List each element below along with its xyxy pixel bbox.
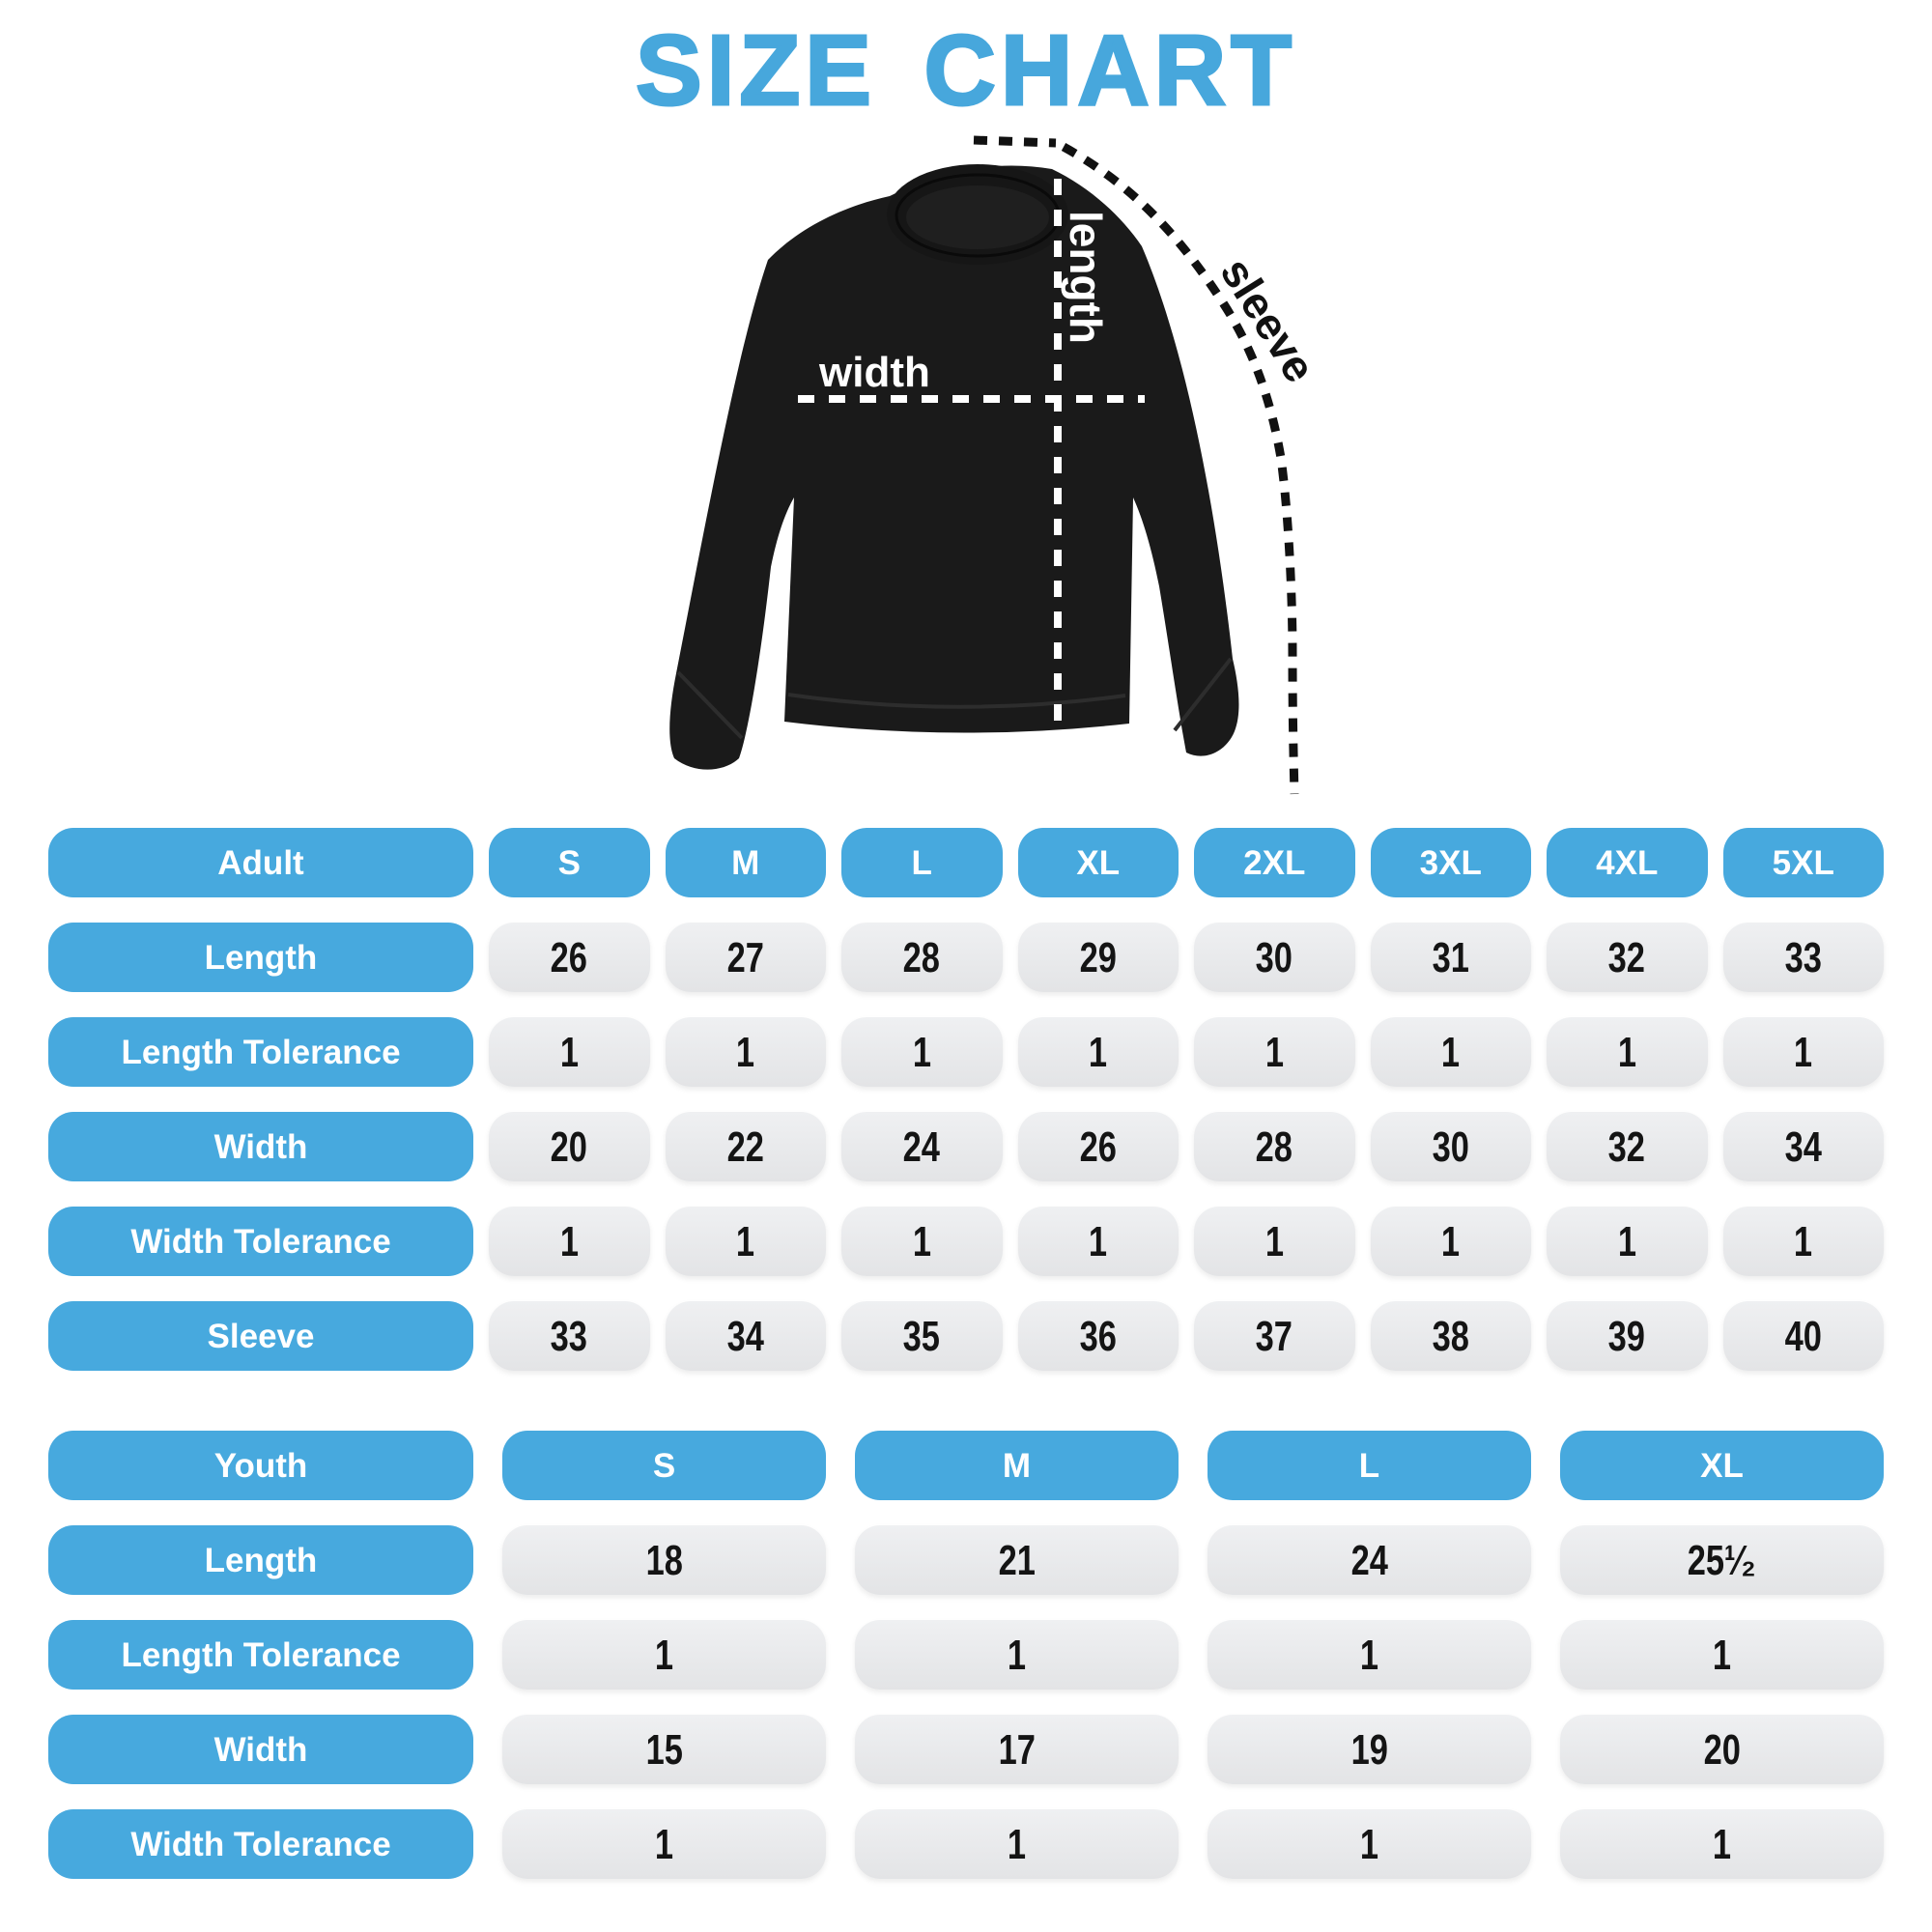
adult-row-label: Length Tolerance bbox=[48, 1017, 473, 1087]
cell-value: 33 bbox=[551, 1312, 588, 1359]
youth-row-label: Width Tolerance bbox=[48, 1809, 473, 1879]
cell-value: 1 bbox=[559, 1028, 579, 1075]
cell-value: 1 bbox=[1712, 1631, 1732, 1678]
adult-cell bbox=[1723, 1207, 1885, 1276]
adult-cell bbox=[1371, 1112, 1532, 1181]
youth-cell bbox=[855, 1525, 1179, 1595]
youth-row-label: Length bbox=[48, 1525, 473, 1595]
cell-value: 1 bbox=[1359, 1820, 1379, 1867]
youth-size-header-s: S bbox=[502, 1431, 826, 1500]
cell-value: 1 bbox=[1441, 1028, 1461, 1075]
adult-size-header-2xl: 2XL bbox=[1194, 828, 1355, 897]
cell-value: 1 bbox=[1617, 1217, 1636, 1264]
adult-cell bbox=[1547, 923, 1708, 992]
adult-cell bbox=[1371, 1301, 1532, 1371]
cell-value: 32 bbox=[1608, 933, 1646, 980]
adult-cell bbox=[1194, 1017, 1355, 1087]
cell-value: 1 bbox=[1617, 1028, 1636, 1075]
cell-value: 20 bbox=[1703, 1725, 1741, 1773]
adult-size-header-4xl: 4XL bbox=[1547, 828, 1708, 897]
youth-size-header-xl: XL bbox=[1560, 1431, 1884, 1500]
adult-cell bbox=[666, 1301, 827, 1371]
adult-table-title: Adult bbox=[48, 828, 473, 897]
sweatshirt-measurement-diagram bbox=[541, 108, 1352, 804]
cell-value: 1 bbox=[1007, 1631, 1027, 1678]
adult-cell bbox=[1018, 1207, 1179, 1276]
youth-cell bbox=[1208, 1715, 1531, 1784]
adult-size-header-xl: XL bbox=[1018, 828, 1179, 897]
cell-value: 28 bbox=[903, 933, 941, 980]
cell-value: 39 bbox=[1608, 1312, 1646, 1359]
adult-cell bbox=[841, 923, 1003, 992]
adult-cell bbox=[1018, 1017, 1179, 1087]
cell-value: 1 bbox=[1089, 1028, 1108, 1075]
cell-value: 35 bbox=[903, 1312, 941, 1359]
youth-cell bbox=[1208, 1620, 1531, 1690]
cell-value: 36 bbox=[1079, 1312, 1117, 1359]
adult-cell bbox=[489, 923, 650, 992]
cell-value: 29 bbox=[1079, 933, 1117, 980]
page-title: SIZE CHART bbox=[636, 14, 1296, 126]
cell-value: 28 bbox=[1256, 1122, 1293, 1170]
youth-cell bbox=[1560, 1715, 1884, 1784]
adult-row-label: Length bbox=[48, 923, 473, 992]
cell-value: 1 bbox=[736, 1028, 755, 1075]
cell-value: 37 bbox=[1256, 1312, 1293, 1359]
youth-cell bbox=[1560, 1809, 1884, 1879]
adult-cell bbox=[1723, 923, 1885, 992]
youth-cell bbox=[502, 1525, 826, 1595]
cell-value: 1 bbox=[1359, 1631, 1379, 1678]
adult-cell bbox=[1723, 1017, 1885, 1087]
adult-size-table bbox=[48, 828, 1884, 1371]
cell-value: 30 bbox=[1256, 933, 1293, 980]
adult-size-header-5xl: 5XL bbox=[1723, 828, 1885, 897]
adult-cell bbox=[1723, 1301, 1885, 1371]
adult-row-label: Sleeve bbox=[48, 1301, 473, 1371]
adult-cell bbox=[1194, 1207, 1355, 1276]
adult-cell bbox=[1194, 923, 1355, 992]
cell-value: 1 bbox=[654, 1820, 674, 1867]
adult-cell bbox=[489, 1301, 650, 1371]
cell-value: 1 bbox=[1441, 1217, 1461, 1264]
adult-cell bbox=[489, 1017, 650, 1087]
length-label: length bbox=[1061, 211, 1111, 344]
youth-cell bbox=[502, 1620, 826, 1690]
youth-cell bbox=[855, 1620, 1179, 1690]
cell-value: 1 bbox=[559, 1217, 579, 1264]
cell-value: 27 bbox=[726, 933, 764, 980]
cell-value: 21 bbox=[998, 1536, 1036, 1583]
cell-value: 22 bbox=[726, 1122, 764, 1170]
adult-size-header-3xl: 3XL bbox=[1371, 828, 1532, 897]
cell-value: 34 bbox=[726, 1312, 764, 1359]
adult-cell bbox=[1194, 1301, 1355, 1371]
cell-value: 40 bbox=[1784, 1312, 1822, 1359]
cell-value: 1 bbox=[1712, 1820, 1732, 1867]
cell-value: 1 bbox=[912, 1028, 931, 1075]
youth-cell bbox=[1560, 1620, 1884, 1690]
cell-value: 1 bbox=[1264, 1028, 1284, 1075]
adult-cell bbox=[666, 1207, 827, 1276]
adult-cell bbox=[666, 923, 827, 992]
sleeve-label: sleeve bbox=[1210, 248, 1326, 391]
youth-cell bbox=[855, 1809, 1179, 1879]
cell-value: 30 bbox=[1432, 1122, 1469, 1170]
cell-value: 33 bbox=[1784, 933, 1822, 980]
adult-cell bbox=[1547, 1207, 1708, 1276]
adult-cell bbox=[841, 1207, 1003, 1276]
adult-cell bbox=[841, 1301, 1003, 1371]
cell-value: 18 bbox=[645, 1536, 683, 1583]
adult-cell bbox=[1547, 1301, 1708, 1371]
adult-size-header-l: L bbox=[841, 828, 1003, 897]
cell-value: 34 bbox=[1784, 1122, 1822, 1170]
cell-value: 26 bbox=[1079, 1122, 1117, 1170]
youth-cell bbox=[1208, 1525, 1531, 1595]
adult-cell bbox=[1371, 1017, 1532, 1087]
youth-cell bbox=[502, 1715, 826, 1784]
youth-size-header-l: L bbox=[1208, 1431, 1531, 1500]
cell-value: 1 bbox=[1089, 1217, 1108, 1264]
youth-cell bbox=[1560, 1525, 1884, 1595]
cell-value: 15 bbox=[645, 1725, 683, 1773]
cell-value: 1 bbox=[912, 1217, 931, 1264]
adult-cell bbox=[1723, 1112, 1885, 1181]
adult-cell bbox=[841, 1112, 1003, 1181]
cell-value: 1 bbox=[1794, 1028, 1813, 1075]
cell-value: 32 bbox=[1608, 1122, 1646, 1170]
adult-row-label: Width bbox=[48, 1112, 473, 1181]
width-label: width bbox=[819, 349, 930, 396]
collar-opening bbox=[906, 185, 1049, 249]
adult-size-header-m: M bbox=[666, 828, 827, 897]
youth-cell bbox=[502, 1809, 826, 1879]
adult-cell bbox=[1018, 1301, 1179, 1371]
cell-value: 1 bbox=[1007, 1820, 1027, 1867]
adult-cell bbox=[1547, 1112, 1708, 1181]
cell-value: 24 bbox=[903, 1122, 941, 1170]
cell-value: 1 bbox=[654, 1631, 674, 1678]
cell-value: 38 bbox=[1432, 1312, 1469, 1359]
adult-cell bbox=[489, 1112, 650, 1181]
adult-row-label: Width Tolerance bbox=[48, 1207, 473, 1276]
youth-size-header-m: M bbox=[855, 1431, 1179, 1500]
cell-value: 19 bbox=[1350, 1725, 1388, 1773]
adult-cell bbox=[1547, 1017, 1708, 1087]
adult-cell bbox=[489, 1207, 650, 1276]
cell-value: 20 bbox=[551, 1122, 588, 1170]
cell-value: 24 bbox=[1350, 1536, 1388, 1583]
cell-value: 17 bbox=[998, 1725, 1036, 1773]
cell-value: 25¹⁄₂ bbox=[1688, 1536, 1756, 1583]
cell-value: 26 bbox=[551, 933, 588, 980]
cell-value: 1 bbox=[736, 1217, 755, 1264]
adult-cell bbox=[1018, 1112, 1179, 1181]
adult-cell bbox=[666, 1017, 827, 1087]
adult-cell bbox=[841, 1017, 1003, 1087]
cell-value: 1 bbox=[1264, 1217, 1284, 1264]
youth-size-table bbox=[48, 1431, 1884, 1879]
youth-table-title: Youth bbox=[48, 1431, 473, 1500]
adult-cell bbox=[1018, 923, 1179, 992]
youth-row-label: Length Tolerance bbox=[48, 1620, 473, 1690]
adult-cell bbox=[1371, 923, 1532, 992]
adult-cell bbox=[1194, 1112, 1355, 1181]
youth-cell bbox=[855, 1715, 1179, 1784]
adult-size-header-s: S bbox=[489, 828, 650, 897]
youth-row-label: Width bbox=[48, 1715, 473, 1784]
adult-cell bbox=[1371, 1207, 1532, 1276]
youth-cell bbox=[1208, 1809, 1531, 1879]
adult-cell bbox=[666, 1112, 827, 1181]
shoulder-measure-line bbox=[974, 140, 1056, 143]
cell-value: 31 bbox=[1432, 933, 1469, 980]
cell-value: 1 bbox=[1794, 1217, 1813, 1264]
